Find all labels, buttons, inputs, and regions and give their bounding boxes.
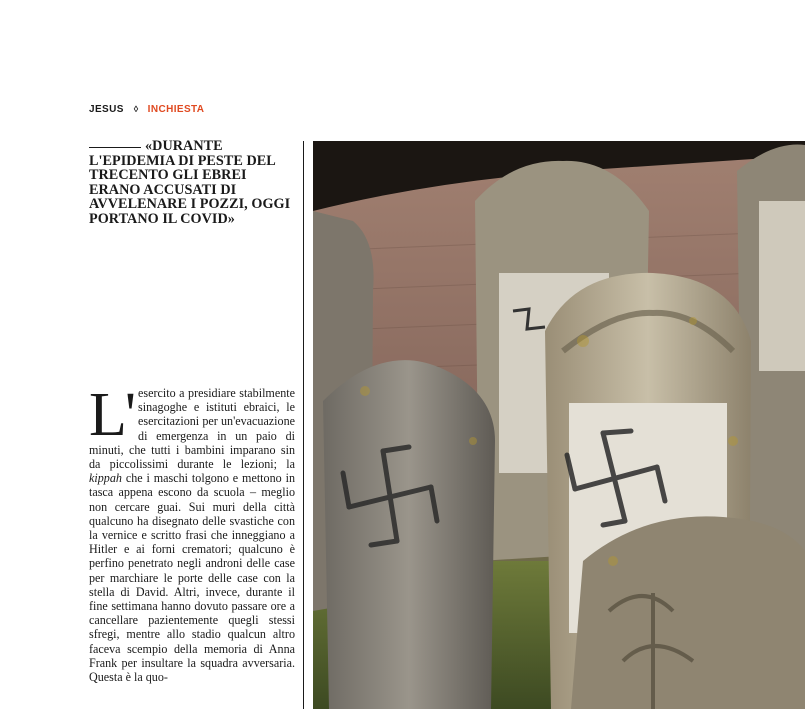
magazine-name: JESUS: [89, 104, 124, 115]
vandalized-gravestones-image: [313, 141, 805, 709]
article-text-rest: che i maschi tolgono e mettono in tasca appena escono da scuola – meglio non cercare guai. Sui muri della città qualcuno ha disegnato delle svastiche con la vernice e scritto frasi che inneggiano a Hitler e ai forni crematori; qualcuno è perfino penetrato negli androni delle case per marchiare le porte delle case con la stella di David. Altri, invece, durante il fine settimana hanno dovuto passare ore a cancellare pazientemente quegli stessi sfregi, mentre allo stadio qualcun altro faceva scempio della memoria di Anna Frank per insultare la squadra avversaria. Questa è la quo-: [89, 471, 295, 685]
section-name: INCHIESTA: [147, 104, 205, 115]
section-kicker: [89, 104, 204, 115]
article-paragraph: [89, 381, 295, 685]
diamond-separator-icon: ◊: [133, 104, 139, 114]
column-divider: [303, 141, 304, 709]
article-body: [89, 381, 295, 685]
pull-quote-text: «DURANTE L'EPIDEMIA DI PESTE DEL TRECENTO GLI EBREI ERANO ACCUSATI DI AVVELENARE I POZZI, OGGI PORTANO IL COVID»: [89, 138, 291, 227]
article-text-start: esercito a presidiare stabilmente sinagoghe e istituti ebraici, le esercitazioni per un'evacuazione di emergenza in un paio di minuti, che tutti i bambini imparano sin da piccolissimi durante le lezioni; la: [89, 386, 295, 472]
pull-quote: [89, 139, 294, 227]
quote-rule: [89, 147, 141, 148]
drop-cap: L': [89, 381, 135, 449]
italic-term: kippah: [89, 471, 122, 486]
cemetery-photo: [313, 141, 805, 709]
